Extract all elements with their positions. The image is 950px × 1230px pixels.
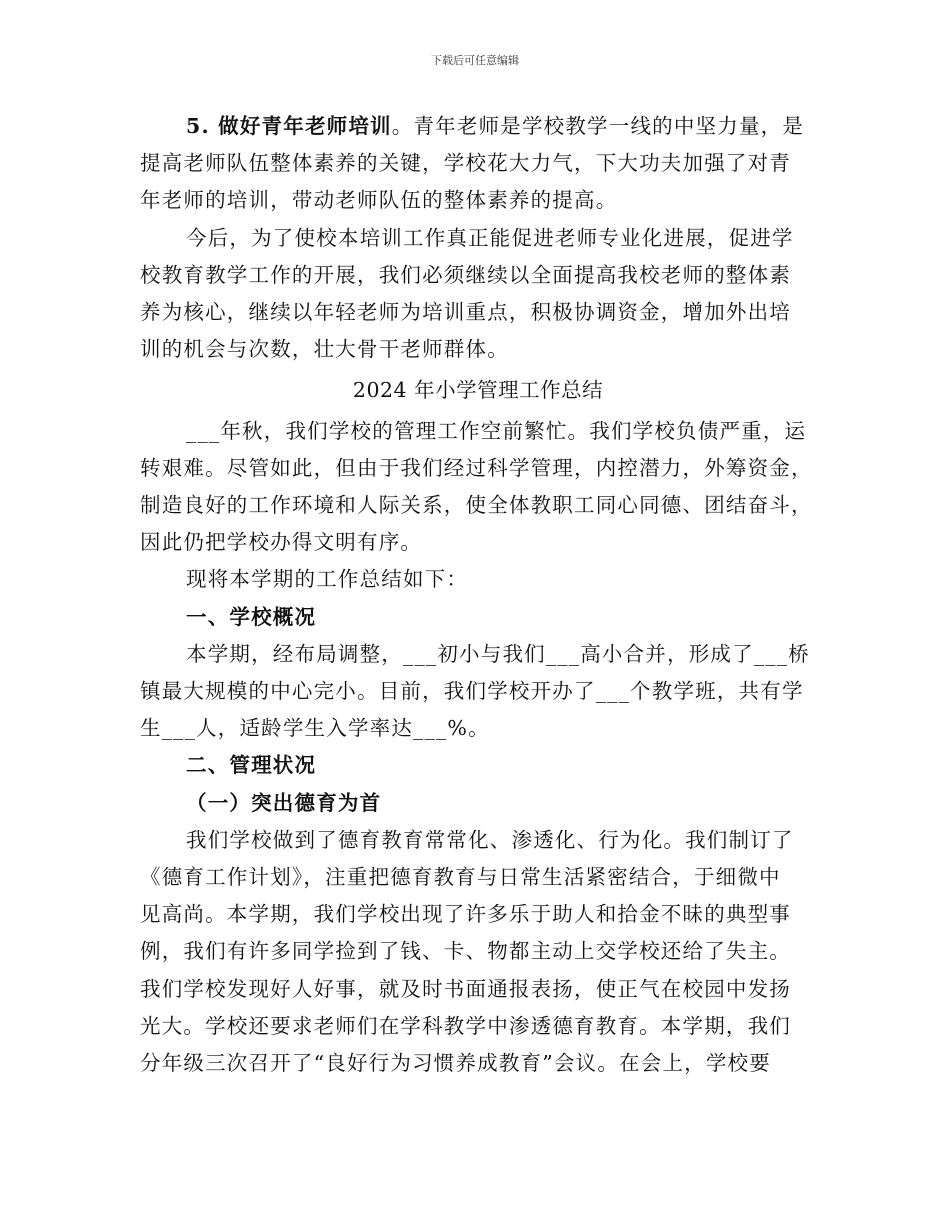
moral-line-1: 我们学校做到了德育教育常常化、渗透化、行为化。我们制订了 bbox=[186, 827, 794, 852]
overview-line-1: 本学期，经布局调整，___初小与我们___高小合并，形成了___桥 bbox=[186, 641, 810, 666]
intro-line-1: ___年秋，我们学校的管理工作空前繁忙。我们学校负债严重，运 bbox=[186, 418, 807, 443]
document-title: 2024 年小学管理工作总结 bbox=[352, 378, 604, 403]
section-5-heading: 5. 做好青年老师培训 bbox=[186, 114, 392, 138]
moral-line-6: 光大。学校还要求老师们在学科教学中渗透德育教育。本学期，我们 bbox=[140, 1013, 791, 1038]
overview-line-3: 生___人，适龄学生入学率达___%。 bbox=[140, 716, 490, 741]
moral-line-2: 《德育工作计划》，注重把德育教育与日常生活紧密结合，于细微中 bbox=[140, 865, 781, 890]
intro-line-2: 转艰难。尽管如此，但由于我们经过科学管理，内控潜力，外筹资金， bbox=[140, 455, 813, 480]
overview-line-2: 镇最大规模的中心完小。目前，我们学校开办了___个教学班，共有学 bbox=[140, 679, 804, 704]
intro-line-4: 因此仍把学校办得文明有序。 bbox=[140, 530, 423, 555]
moral-line-4: 例，我们有许多同学捡到了钱、卡、物都主动上交学校还给了失主。 bbox=[140, 939, 791, 964]
future-line-1: 今后，为了使校本培训工作真正能促进老师专业化进展，促进学 bbox=[186, 225, 794, 250]
heading-moral-education: （一）突出德育为首 bbox=[186, 790, 382, 815]
moral-line-5: 我们学校发现好人好事，就及时书面通报表扬，使正气在校园中发扬 bbox=[140, 976, 791, 1001]
future-line-2: 校教育教学工作的开展，我们必须继续以全面提高我校老师的整体素 bbox=[140, 262, 791, 287]
section-5-line-2: 提高老师队伍整体素养的关键，学校花大力气，下大功夫加强了对青 bbox=[140, 151, 791, 176]
future-line-4: 训的机会与次数，壮大骨干老师群体。 bbox=[140, 337, 509, 362]
section-5-line-1: 5. 做好青年老师培训。青年老师是学校教学一线的中坚力量，是 bbox=[186, 114, 805, 138]
document-body bbox=[140, 108, 816, 1082]
intro-line-3: 制造良好的工作环境和人际关系，使全体教职工同心同德、团结奋斗， bbox=[140, 493, 813, 518]
heading-management-status: 二、管理状况 bbox=[186, 753, 317, 778]
summary-line: 现将本学期的工作总结如下： bbox=[186, 567, 469, 592]
future-line-3: 养为核心，继续以年轻老师为培训重点，积极协调资金，增加外出培 bbox=[140, 300, 791, 325]
section-5-line-3: 年老师的培训，带动老师队伍的整体素养的提高。 bbox=[140, 188, 618, 213]
moral-line-7: 分年级三次召开了“良好行为习惯养成教育”会议。在会上，学校要 bbox=[140, 1051, 771, 1076]
heading-school-overview: 一、学校概况 bbox=[186, 604, 317, 629]
page-header: 下载后可任意编辑 bbox=[431, 54, 519, 67]
moral-line-3: 见高尚。本学期，我们学校出现了许多乐于助人和拾金不昧的典型事 bbox=[140, 902, 791, 927]
